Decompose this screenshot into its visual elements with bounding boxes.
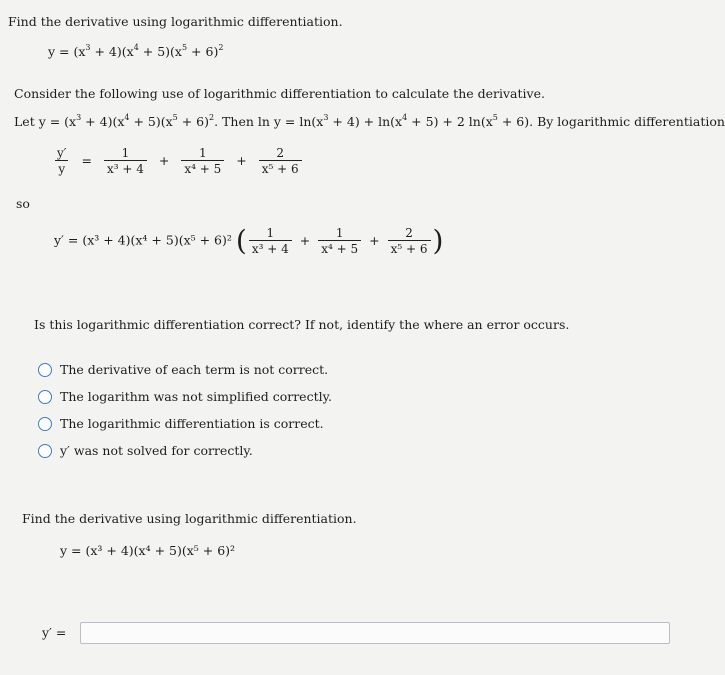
lhs-fraction: $\frac{y'}{y}$ [57,146,67,176]
option-derivative-incorrect[interactable] [38,362,328,377]
term-fraction: $\frac{2}{\text{x⁵ + 6}}$ [259,146,302,176]
let-statement: Let $y = (x^3 + 4)(x^4 + 5)(x^5 + 6)^2$. Then $\ln y = \ln(x^3 + 4) + \ln(x^4 + 5) + 2$ $\ln(x^5 + 6)$. By logarithmic differentiation [14,113,725,129]
option-label: y′ was not solved for correctly. [60,443,253,458]
term-fraction: $\frac{1}{\text{x³ + 4}}$ [249,226,292,256]
option-label: The logarithm was not simplified correctly. [60,389,332,404]
answer-label: y′ = [42,625,67,640]
problem-2-prompt: Find the derivative using logarithmic differentiation. [22,511,357,526]
radio-button[interactable] [38,390,52,404]
problem-equation: $y = (x^3 + 4)(x^4 + 5)(x^5 + 6)^2$ [48,43,224,59]
radio-button[interactable] [38,444,52,458]
option-label: The logarithmic differentiation is correct. [60,416,324,431]
term-fraction: $\frac{1}{\text{x³ + 4}}$ [104,146,147,176]
answer-input[interactable] [80,622,670,644]
so-text: so [16,196,30,211]
question-text: Is this logarithmic differentiation correct? If not, identify the where an error occurs. [34,317,570,332]
radio-button[interactable] [38,363,52,377]
option-correct[interactable] [38,416,324,431]
problem-2-equation: y = (x³ + 4)(x⁴ + 5)(x⁵ + 6)² [60,543,236,558]
problem-prompt: Find the derivative using logarithmic differentiation. [8,14,343,29]
term-fraction: $\frac{1}{\text{x⁴ + 5}}$ [318,226,361,256]
option-log-not-simplified[interactable] [38,389,332,404]
consider-text: Consider the following use of logarithmic differentiation to calculate the derivative. [14,86,545,101]
radio-button[interactable] [38,417,52,431]
option-y-prime-not-solved[interactable] [38,443,253,458]
term-fraction: $\frac{2}{\text{x⁵ + 6}}$ [388,226,431,256]
term-fraction: $\frac{1}{\text{x⁴ + 5}}$ [181,146,224,176]
solved-derivative-equation: y′ = (x³ + 4)(x⁴ + 5)(x⁵ + 6)² ( $\frac{1}{\text{x³ + 4}}$ + $\frac{1}{\text{x⁴ + 5}}$ + $\frac{2}{\text{x⁵ + 6}}$ ) [54,224,444,257]
option-label: The derivative of each term is not correct. [60,362,329,377]
log-derivative-equation: $\frac{y'}{y}$ = $\frac{1}{\text{x³ + 4}}$ + $\frac{1}{\text{x⁴ + 5}}$ + $\frac{2}{\text{x⁵ + 6}}$ [52,146,304,176]
